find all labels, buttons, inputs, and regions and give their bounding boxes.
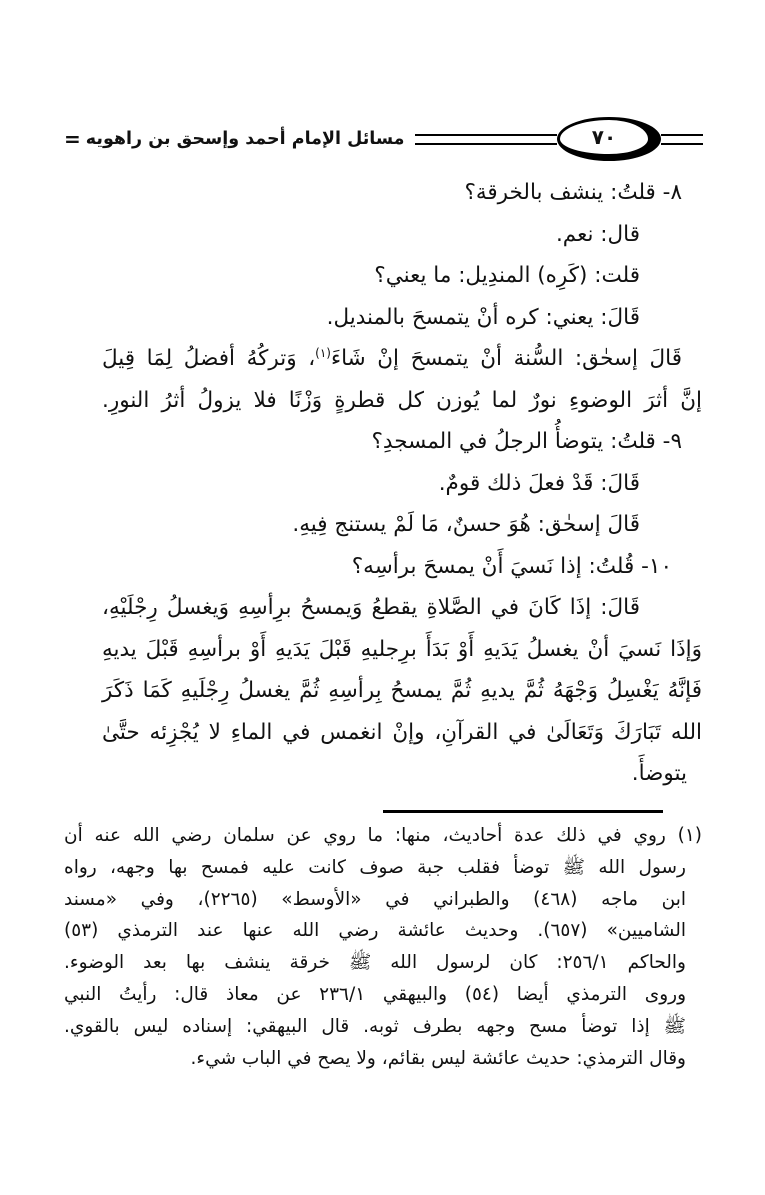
- main-line-5-text: قَالَ إسحٰق: السُّنة أنْ يتمسحَ إنْ شَاءَ: [330, 346, 683, 371]
- footnote-line-8: وقال الترمذي: حديث عائشة ليس بقائم، ولا يصح في الباب شيء.: [190, 1047, 686, 1069]
- main-line-13: فَإنَّهُ يَغْسِلُ وَجْهَهُ ثُمَّ يديهِ ثُمَّ يمسحُ بِرأسِهِ ثُمَّ يغسلُ رِجْلَيهِ كَمَا ذَكَرَ: [102, 678, 702, 703]
- main-line-11: قَالَ: إذَا كَانَ في الصَّلاةِ يقطعُ وَيمسحُ برِأسِهِ وَيغسلُ رِجْلَيْهِ،: [102, 595, 640, 620]
- main-text: [102, 172, 702, 795]
- main-line-14: الله تَبَارَكَ وَتَعَالَىٰ في القرآنِ، وإنْ انغمس في الماءِ لا يُجْزِئه حتَّىٰ: [102, 719, 702, 745]
- footnote-reference-mark: (١): [315, 345, 331, 360]
- main-line-6: إنَّ أثرَ الوضوءِ نورٌ لما يُوزن كل قطرةٍ وَزْنًا فلا يزولُ أثرُ النورِ.: [102, 387, 702, 413]
- page-number: ٧٠: [591, 125, 617, 149]
- footnote-line-1: (١) روي في ذلك عدة أحاديث، منها: ما روي عن سلمان رضي الله عنه أن: [64, 825, 702, 846]
- main-line-9: قَالَ إسحٰق: هُوَ حسنٌ، مَا لَمْ يستنج فِيهِ.: [292, 512, 640, 537]
- main-line-1: ٨- قلتُ: ينشف بالخرقة؟: [464, 180, 682, 205]
- book-title: مسائل الإمام أحمد وإسحق بن راهويه: [85, 129, 405, 149]
- footnote-line-5: والحاكم ٢٥٦/١: كان لرسول الله ﷺ خرقة ينشف بها بعد الوضوء.: [64, 952, 686, 974]
- footnote-line-4: الشاميين» (٦٥٧). وحديث عائشة رضي الله عنها عند الترمذي (٥٣): [64, 920, 687, 942]
- header-ornament: =: [64, 127, 80, 151]
- main-line-8: قَالَ: قَدْ فعلَ ذلك قومٌ.: [438, 470, 640, 496]
- header-rule-right: [661, 134, 703, 145]
- main-line-5-continuation: ، وَتركُهُ أفضلُ لِمَا قِيلَ: [102, 346, 316, 371]
- footnote-line-7: ﷺ إذا توضأ مسح وجهه بطرف ثوبه. قال البيهقي: إسناده ليس بالقوي.: [64, 1015, 686, 1037]
- main-line-10: ١٠- قُلتُ: إذا نَسيَ أَنْ يمسحَ برأسِه؟: [351, 553, 672, 579]
- main-line-7: ٩- قلتُ: يتوضأُ الرجلُ في المسجدِ؟: [371, 429, 682, 454]
- main-line-4: قَالَ: يعني: كره أنْ يتمسحَ بالمنديل.: [326, 304, 640, 330]
- footnote-separator: [383, 810, 663, 813]
- footnote-line-6: وروى الترمذي أيضا (٥٤) والبيهقي ٢٣٦/١ عن معاذ قال: رأيتُ النبي: [64, 983, 687, 1005]
- main-line-2: قال: نعم.: [555, 221, 640, 247]
- footnote-line-3: ابن ماجه (٤٦٨) والطبراني في «الأوسط» (٢٢٦٥)، وفي «مسند: [64, 888, 686, 910]
- footnote-line-2: رسول الله ﷺ توضأ فقلب جبة صوف كانت عليه فمسح بها وجهه، رواه: [64, 856, 686, 878]
- header-rule-left: [415, 134, 558, 145]
- main-line-12: وَإذَا نَسيَ أنْ يغسلُ يَدَيهِ أَوْ بَدَأَ برِجليهِ قَبْلَ يَدَيهِ أَوْ برأسِهِ قَبْلَ يديهِ: [102, 636, 702, 662]
- main-line-5: [102, 338, 702, 380]
- main-line-3: قلت: (كَرِه) المندِيل: ما يعني؟: [374, 263, 640, 288]
- main-line-15: يتوضأَ.: [631, 761, 687, 786]
- page-header: [64, 116, 703, 162]
- footnote: [64, 820, 702, 1074]
- page-number-badge: [557, 117, 661, 161]
